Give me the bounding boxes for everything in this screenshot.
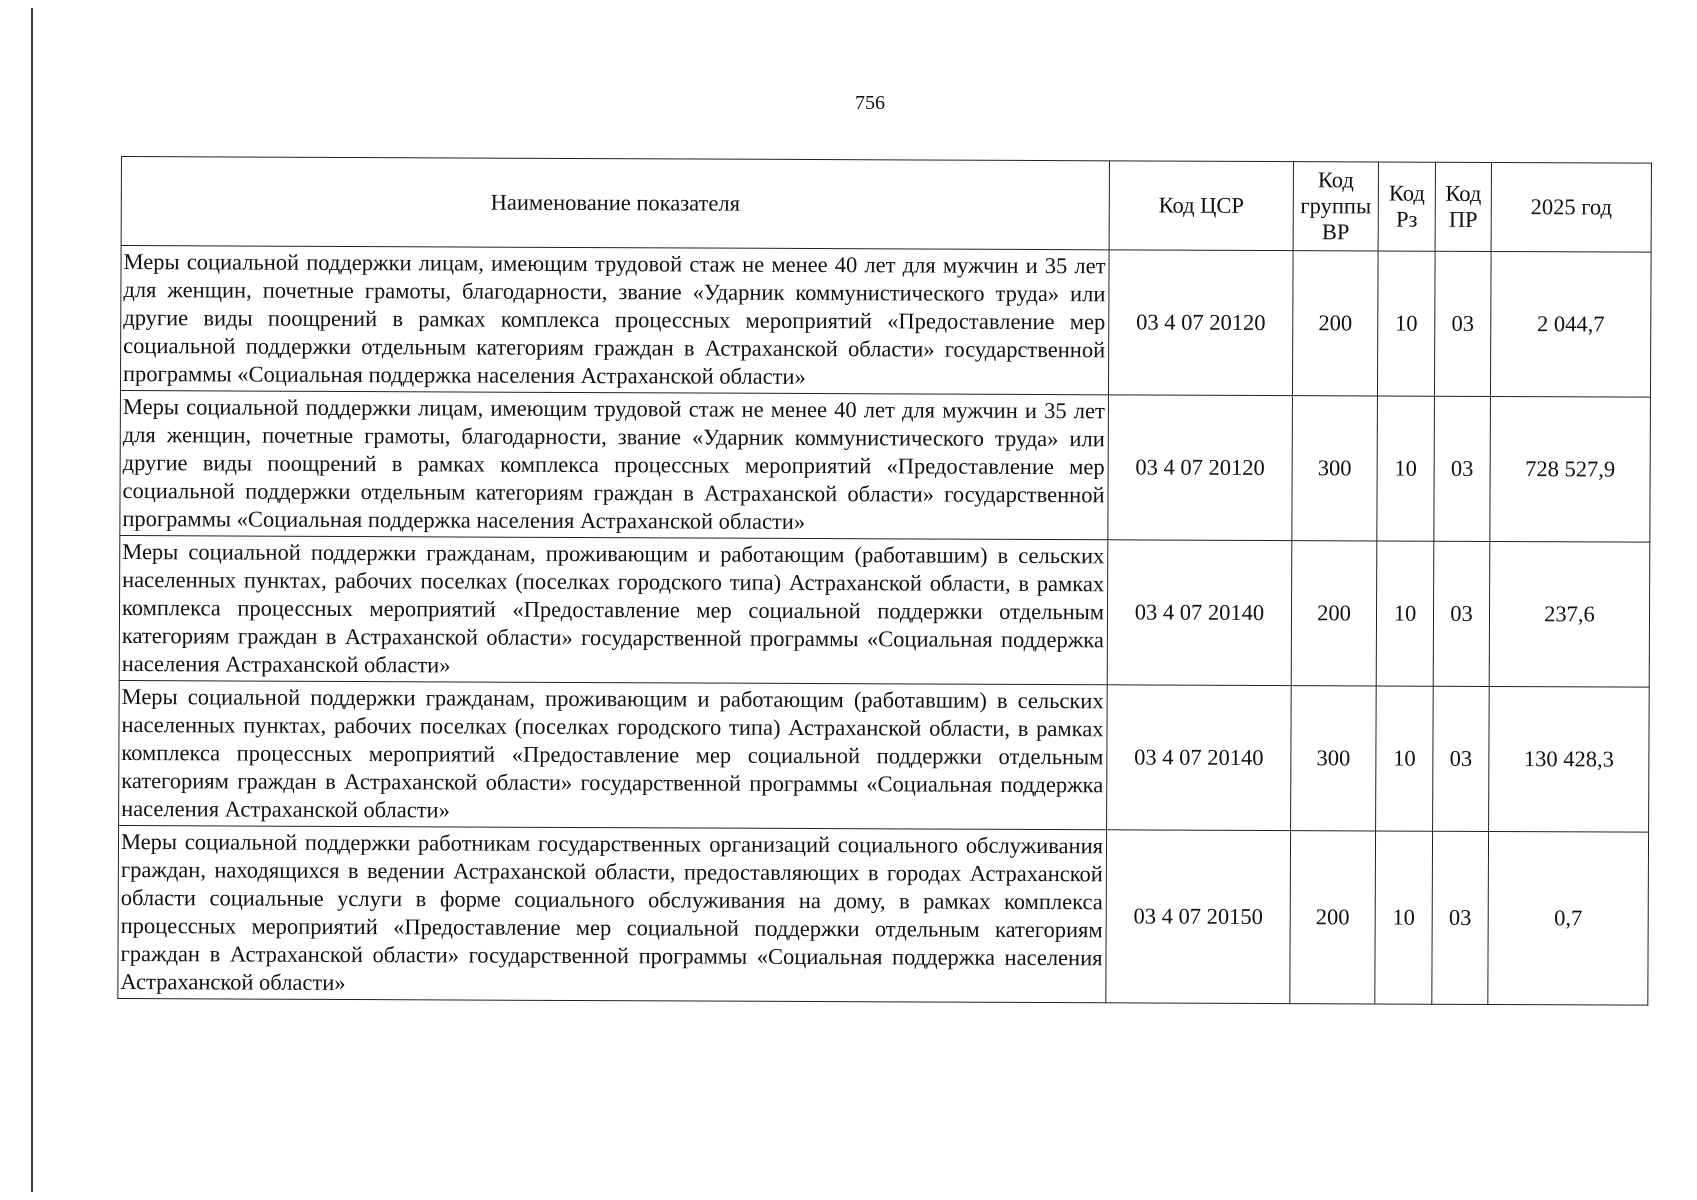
header-csr-code: Код ЦСР	[1109, 161, 1293, 251]
scan-margin-line	[31, 8, 33, 1192]
row-indicator-name: Меры социальной поддержки лицам, имеющим трудовой стаж не менее 40 лет для мужчин и 35 лет для женщин, почетные грамоты, благодарности, звание «Ударник коммунистического труда» или другие виды поощрений в рамках комплекса процессных мероприятий «Предоставление мер социальной поддержки отдельным категориям граждан в Астраханской области» государственной программы «Социальная поддержка населения Астраханской области»	[120, 246, 1109, 395]
row-vr-code: 200	[1291, 541, 1377, 686]
row-rz-code: 10	[1376, 541, 1434, 686]
row-indicator-name: Меры социальной поддержки работникам государственных организаций социального обслуживания граждан, находящихся в ведении Астраханской области, предоставляющих в городах Астраханской области социальные услуги в форме социального обслуживания на дому, в рамках комплекса процессных мероприятий «Предоставление мер социальной поддержки отдельным категориям граждан в Астраханской области» государственной программы «Социальная поддержка населения Астраханской области»	[118, 825, 1107, 1002]
budget-table	[117, 156, 1652, 1006]
table-row	[119, 535, 1650, 687]
row-indicator-name: Меры социальной поддержки гражданам, проживающим и работающим (работавшим) в сельских населенных пунктах, рабочих поселках (поселках городского типа) Астраханской области, в рамках комплекса процессных мероприятий «Предоставление мер социальной поддержки отдельным категориям граждан в Астраханской области» государственной программы «Социальная поддержка населения Астраханской области»	[119, 535, 1108, 684]
row-amount-2025: 728 527,9	[1490, 396, 1651, 542]
row-amount-2025: 237,6	[1489, 541, 1650, 687]
header-pr-code: Код ПР	[1435, 162, 1491, 251]
row-pr-code: 03	[1434, 251, 1491, 396]
row-rz-code: 10	[1375, 831, 1433, 1004]
row-pr-code: 03	[1433, 686, 1490, 831]
row-vr-code: 200	[1292, 251, 1378, 396]
row-csr-code: 03 4 07 20120	[1108, 395, 1293, 541]
table-row	[118, 825, 1649, 1005]
row-rz-code: 10	[1376, 686, 1434, 831]
header-year-2025: 2025 год	[1491, 162, 1651, 252]
row-pr-code: 03	[1434, 396, 1491, 541]
row-indicator-name: Меры социальной поддержки гражданам, проживающим и работающим (работавшим) в сельских населенных пунктах, рабочих поселках (поселках городского типа) Астраханской области, в рамках комплекса процессных мероприятий «Предоставление мер социальной поддержки отдельным категориям граждан в Астраханской области» государственной программы «Социальная поддержка населения Астраханской области»	[119, 680, 1108, 829]
row-vr-code: 300	[1291, 686, 1377, 831]
table-row	[120, 390, 1651, 542]
row-pr-code: 03	[1433, 541, 1490, 686]
row-amount-2025: 2 044,7	[1490, 251, 1651, 397]
row-rz-code: 10	[1377, 396, 1435, 541]
header-name: Наименование показателя	[121, 157, 1109, 250]
row-rz-code: 10	[1377, 251, 1435, 396]
row-csr-code: 03 4 07 20140	[1107, 540, 1292, 686]
row-vr-code: 300	[1292, 396, 1378, 541]
row-amount-2025: 0,7	[1488, 831, 1649, 1005]
table-row	[120, 246, 1651, 398]
budget-table-container	[117, 156, 1651, 1006]
header-vr-code: Код группы ВР	[1293, 162, 1378, 251]
header-rz-code: Код Рз	[1378, 162, 1435, 251]
row-vr-code: 200	[1290, 831, 1376, 1004]
row-amount-2025: 130 428,3	[1489, 686, 1650, 832]
row-csr-code: 03 4 07 20140	[1107, 685, 1292, 831]
table-row	[119, 680, 1650, 832]
row-indicator-name: Меры социальной поддержки лицам, имеющим трудовой стаж не менее 40 лет для мужчин и 35 лет для женщин, почетные грамоты, благодарности, звание «Ударник коммунистического труда» или другие виды поощрений в рамках комплекса процессных мероприятий «Предоставление мер социальной поддержки отдельным категориям граждан в Астраханской области» государственной программы «Социальная поддержка населения Астраханской области»	[120, 390, 1109, 539]
page-number: 756	[855, 92, 885, 114]
row-pr-code: 03	[1432, 831, 1489, 1004]
row-csr-code: 03 4 07 20120	[1108, 250, 1293, 396]
row-csr-code: 03 4 07 20150	[1106, 830, 1291, 1004]
header-row	[121, 157, 1651, 253]
